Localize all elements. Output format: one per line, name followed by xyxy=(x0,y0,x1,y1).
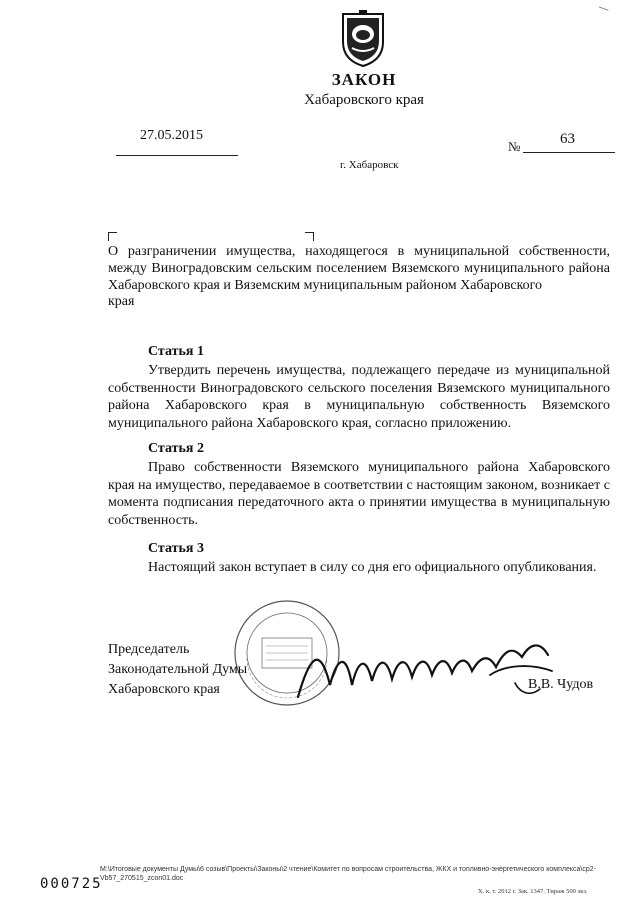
document-number: 63 xyxy=(560,131,575,147)
number-label: № xyxy=(508,139,521,154)
article-2-text: Право собственности Вяземского муниципального района Хабаровского края на имущество, передаваемое в соответствии с настоящим законом, возникает с момента подписания передаточного акта о принятии имущества в муниципальную собственность. xyxy=(108,460,610,528)
number-underline xyxy=(523,152,615,153)
article-3-heading: Статья 3 xyxy=(148,541,204,556)
signatory-line-1: Председатель xyxy=(108,642,190,657)
signatory-line-2: Законодательной Думы xyxy=(108,662,248,677)
title-bracket-right xyxy=(305,232,314,241)
coat-of-arms-icon xyxy=(338,8,388,68)
title-bracket-left xyxy=(108,232,117,241)
document-subtitle: Хабаровского края xyxy=(304,92,424,108)
article-1-heading: Статья 1 xyxy=(148,344,204,359)
law-title-tail: края xyxy=(108,294,135,309)
handwritten-signature-icon xyxy=(290,615,558,710)
signatory-name: В.В. Чудов xyxy=(528,677,594,692)
print-info: Х. к. т. 2012 г. Зак. 1347. Тираж 500 экз. xyxy=(478,888,588,895)
scan-mark xyxy=(597,6,608,14)
article-3-text: Настоящий закон вступает в силу со дня его официального опубликования. xyxy=(148,560,597,575)
article-1-text: Утвердить перечень имущества, подлежащего передаче из муниципальной собственности Виноградовского сельского поселения Вяземского муниципального района Хабаровского края в муниципальную собственность Вяземского муниципального района Хабаровского края, согласно приложению. xyxy=(108,363,610,431)
document-city: г. Хабаровск xyxy=(340,159,399,171)
date-underline xyxy=(116,155,238,156)
article-2-heading: Статья 2 xyxy=(148,441,204,456)
document-serial-number: 000725 xyxy=(40,876,103,892)
file-path: M:\Итоговые документы Думы\6 созыв\Проекты\Законы\2 чтение\Комитет по вопросам строительства, ЖКХ и топливно-энергетического комплекса\ср2-Vb57_270515_zcon01.doc xyxy=(100,866,596,882)
signatory-line-3: Хабаровского края xyxy=(108,682,220,697)
law-title: О разграничении имущества, находящегося в муниципальной собственности, между Виноградовским сельским поселением Вяземского муниципального района Хабаровского края и Вяземским муниципальным районом Хабаровского xyxy=(108,244,610,293)
document-date: 27.05.2015 xyxy=(140,128,203,143)
document-title: ЗАКОН xyxy=(331,70,397,89)
signatory-title xyxy=(108,640,247,700)
